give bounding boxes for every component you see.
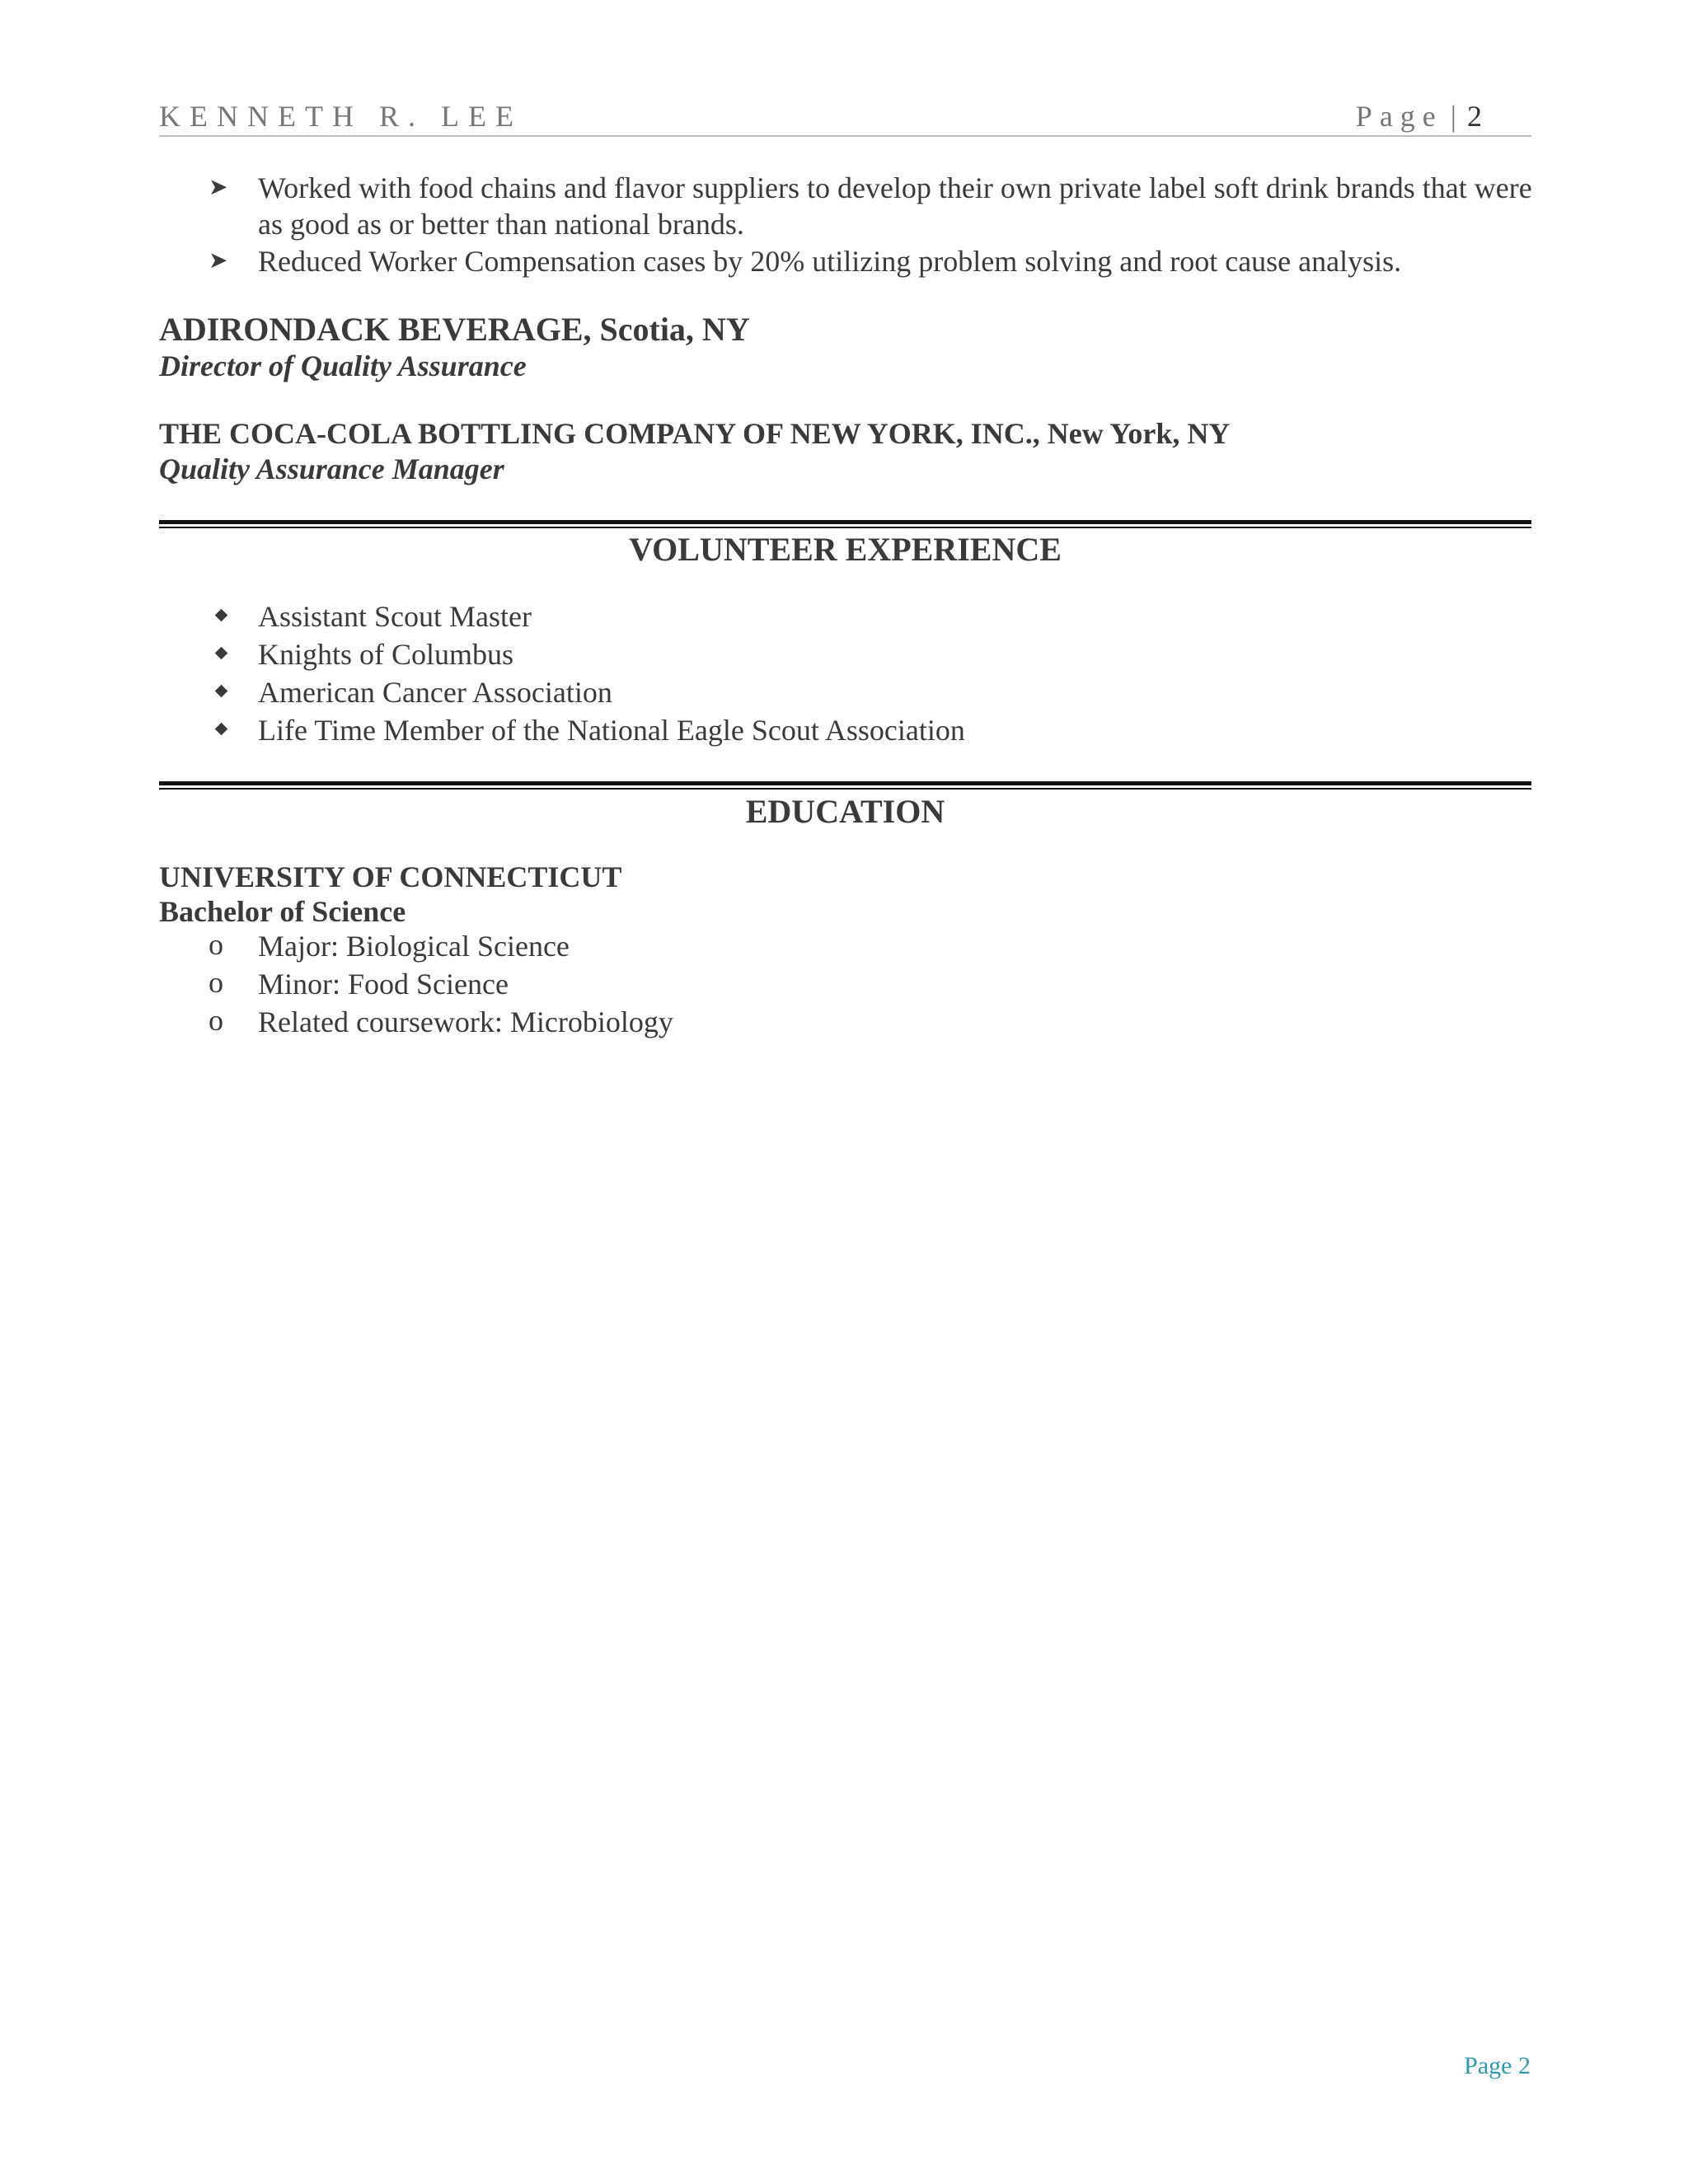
volunteer-item: American Cancer Association <box>258 676 612 709</box>
header-separator: | <box>1450 100 1456 133</box>
school-name: UNIVERSITY OF CONNECTICUT <box>159 860 622 893</box>
arrow-bullet-icon: ➤ <box>209 175 228 200</box>
section-divider <box>159 520 1531 528</box>
section-title-volunteer: VOLUNTEER EXPERIENCE <box>629 531 1062 568</box>
volunteer-item: Knights of Columbus <box>258 638 514 671</box>
degree-name: Bachelor of Science <box>159 895 406 928</box>
arrow-bullet-icon: ➤ <box>209 248 228 274</box>
circle-bullet-icon: o <box>209 928 223 961</box>
header-page-label: Page <box>1355 100 1443 133</box>
section-title-education: EDUCATION <box>745 793 945 830</box>
circle-bullet-icon: o <box>209 1004 223 1037</box>
footer-page-number: Page 2 <box>1464 2052 1531 2079</box>
bullet-text: Worked with food chains and flavor suppliers to develop their own private label soft drink brands that were as good as or better than national brands. <box>258 171 1532 241</box>
diamond-bullet-icon <box>215 647 228 660</box>
diamond-bullet-icon <box>215 609 228 622</box>
header-page-num: 2 <box>1467 100 1482 133</box>
volunteer-item: Life Time Member of the National Eagle Scout Association <box>258 714 965 747</box>
page-header <box>159 97 1531 137</box>
employer-name: ADIRONDACK BEVERAGE, Scotia, NY <box>159 311 750 348</box>
education-item: Major: Biological Science <box>258 930 570 963</box>
section-divider <box>159 781 1531 790</box>
volunteer-item: Assistant Scout Master <box>258 600 532 633</box>
diamond-bullet-icon <box>215 685 228 698</box>
education-item: Minor: Food Science <box>258 968 509 1001</box>
education-item: Related coursework: Microbiology <box>258 1005 673 1038</box>
job-title: Quality Assurance Manager <box>159 452 504 485</box>
bullet-text: Reduced Worker Compensation cases by 20% utilizing problem solving and root cause analysis. <box>258 245 1402 278</box>
diamond-bullet-icon <box>215 723 228 736</box>
job-title: Director of Quality Assurance <box>159 349 527 382</box>
employer-name: THE COCA-COLA BOTTLING COMPANY OF NEW YORK, INC., New York, NY <box>159 417 1231 450</box>
header-name: KENNETH R. LEE <box>159 100 523 133</box>
circle-bullet-icon: o <box>209 966 223 999</box>
header-page-number <box>1356 99 1482 134</box>
